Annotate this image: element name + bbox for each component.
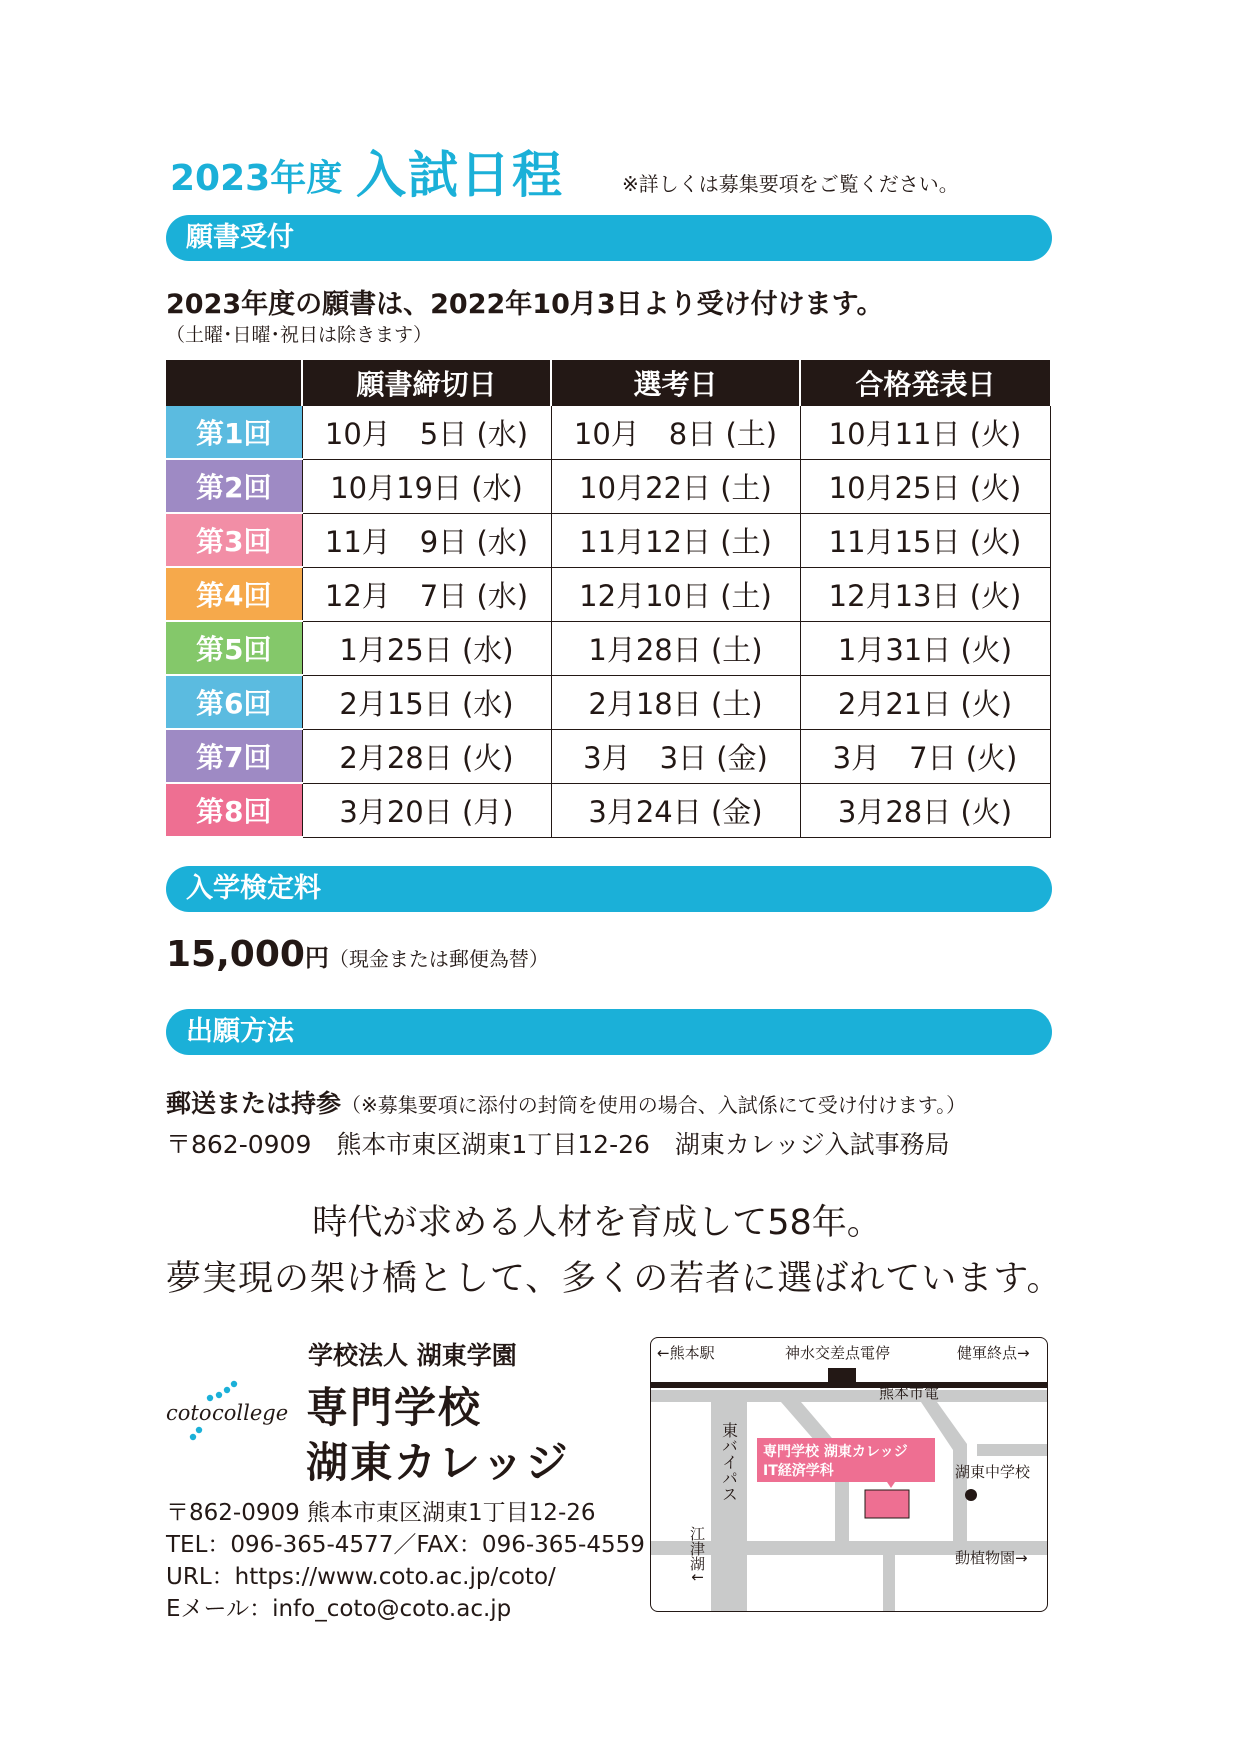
map-label-tram-stop: 神水交差点電停 — [785, 1344, 891, 1362]
table-row — [166, 459, 1050, 513]
org-address: 〒862-0909 熊本市東区湖東1丁目12-26 — [166, 1500, 596, 1526]
deadline-cell: 12月 7日 (水) — [302, 567, 551, 621]
fee-note: （現金または郵便為替） — [328, 947, 549, 971]
deadline-cell: 2月28日 (火) — [302, 729, 551, 783]
round-label: 第8回 — [166, 783, 302, 837]
page-title: 入試日程 — [356, 146, 564, 204]
slogan-line2: 夢実現の架け橋として、多くの若者に選ばれています。 — [166, 1259, 1063, 1299]
column-header-result: 合格発表日 — [800, 360, 1050, 406]
fee-unit: 円 — [304, 944, 329, 972]
table-row — [166, 783, 1050, 837]
round-label: 第5回 — [166, 621, 302, 675]
deadline-cell: 3月20日 (月) — [302, 783, 551, 837]
result-cell: 3月28日 (火) — [800, 783, 1050, 837]
deadline-cell: 10月 5日 (水) — [302, 406, 551, 459]
map-label-bypass: 東バイパス — [719, 1422, 739, 1502]
fee-line — [166, 934, 549, 975]
method-address: 〒862-0909 熊本市東区湖東1丁目12-26 湖東カレッジ入試事務局 — [166, 1130, 950, 1159]
schedule-header-row — [166, 360, 1050, 406]
corporation-name: 学校法人 湖東学園 — [308, 1341, 517, 1370]
result-cell: 12月13日 (火) — [800, 567, 1050, 621]
deadline-cell: 1月25日 (水) — [302, 621, 551, 675]
tram-line — [651, 1382, 1047, 1388]
fee-amount: 15,000 — [166, 934, 305, 975]
exam-cell: 10月22日 (土) — [551, 459, 800, 513]
school-name-line2: 湖東カレッジ — [306, 1438, 570, 1487]
table-row — [166, 675, 1050, 729]
map-label-tram: 熊本市電 — [879, 1384, 940, 1402]
exam-cell: 2月18日 (土) — [551, 675, 800, 729]
deadline-cell: 2月15日 (水) — [302, 675, 551, 729]
exam-cell: 1月28日 (土) — [551, 621, 800, 675]
table-row — [166, 621, 1050, 675]
map-label-school2: IT経済学科 — [763, 1463, 834, 1479]
table-row — [166, 406, 1050, 459]
exam-cell: 12月10日 (土) — [551, 567, 800, 621]
header-blank — [166, 360, 302, 406]
map-label-zoo: 動植物園→ — [955, 1549, 1028, 1567]
application-note: （土曜･日曜･祝日は除きます） — [166, 324, 433, 346]
table-row — [166, 729, 1050, 783]
coto-college-logo — [166, 1378, 296, 1448]
title-year: 2023年度 — [170, 158, 343, 199]
column-header-deadline: 願書締切日 — [302, 360, 551, 406]
svg-text:college: college — [212, 1401, 289, 1425]
road-main — [651, 1390, 1047, 1402]
column-header-exam: 選考日 — [551, 360, 800, 406]
method-line — [166, 1084, 966, 1120]
exam-cell: 3月24日 (金) — [551, 783, 800, 837]
round-label: 第2回 — [166, 459, 302, 513]
junior-high-icon — [965, 1489, 977, 1501]
result-cell: 11月15日 (火) — [800, 513, 1050, 567]
org-email[interactable]: Eメール：info_coto@coto.ac.jp — [166, 1596, 512, 1622]
table-row — [166, 567, 1050, 621]
map-label-ezuko: 江津湖↓ — [688, 1526, 706, 1584]
exam-cell: 3月 3日 (金) — [551, 729, 800, 783]
round-label: 第1回 — [166, 406, 302, 459]
access-map — [650, 1337, 1048, 1612]
result-cell: 10月11日 (火) — [800, 406, 1050, 459]
map-label-junior-high: 湖東中学校 — [955, 1463, 1031, 1481]
result-cell: 2月21日 (火) — [800, 675, 1050, 729]
exam-cell: 11月12日 (土) — [551, 513, 800, 567]
section-bar-application: 願書受付 — [166, 215, 1052, 261]
school-name-line1: 専門学校 — [306, 1383, 483, 1432]
application-lead: 2023年度の願書は、2022年10月3日より受け付けます。 — [166, 289, 884, 320]
round-label: 第7回 — [166, 729, 302, 783]
deadline-cell: 10月19日 (水) — [302, 459, 551, 513]
road-east — [977, 1444, 1047, 1456]
result-cell: 1月31日 (火) — [800, 621, 1050, 675]
header-note: ※詳しくは募集要項をご覧ください。 — [622, 172, 959, 196]
map-label-kengun: 健軍終点→ — [957, 1344, 1030, 1362]
svg-text:coto: coto — [166, 1401, 212, 1425]
org-url[interactable]: URL：https://www.coto.ac.jp/coto/ — [166, 1564, 556, 1590]
schedule-table — [166, 360, 1051, 838]
section-bar-fee: 入学検定料 — [166, 866, 1052, 912]
school-building-icon — [865, 1490, 909, 1518]
method-note: （※募集要項に添付の封筒を使用の場合、入試係にて受け付けます。） — [341, 1093, 967, 1117]
map-label-school1: 専門学校 湖東カレッジ — [763, 1444, 908, 1460]
map-label-station: ←熊本駅 — [657, 1344, 715, 1362]
road-south-branch — [883, 1548, 895, 1611]
org-tel-fax: TEL：096-365-4577／FAX：096-365-4559 — [166, 1532, 645, 1558]
deadline-cell: 11月 9日 (水) — [302, 513, 551, 567]
slogan-line1: 時代が求める人材を育成して58年。 — [312, 1203, 882, 1243]
result-cell: 3月 7日 (火) — [800, 729, 1050, 783]
round-label: 第4回 — [166, 567, 302, 621]
exam-cell: 10月 8日 (土) — [551, 406, 800, 459]
table-row — [166, 513, 1050, 567]
round-label: 第6回 — [166, 675, 302, 729]
result-cell: 10月25日 (火) — [800, 459, 1050, 513]
round-label: 第3回 — [166, 513, 302, 567]
section-bar-method: 出願方法 — [166, 1009, 1052, 1055]
method-title: 郵送または持参 — [166, 1089, 342, 1118]
tram-stop-icon — [828, 1368, 856, 1382]
